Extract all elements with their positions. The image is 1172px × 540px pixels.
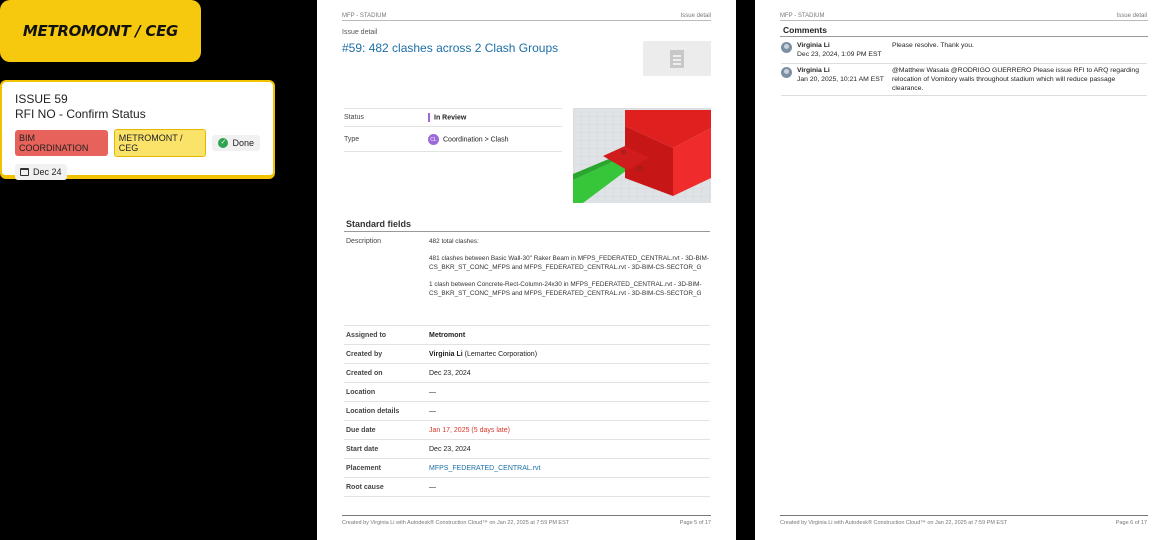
field-value: Metromont — [429, 331, 466, 339]
avatar-icon — [781, 67, 792, 78]
description-line: 1 clash between Concrete-Rect-Column-24x30 in MFPS_FEDERATED_CENTRAL.rvt - 3D-BIM-CS_BKR_ST_CONC_MFPS and MFPS_FEDERATED_CENTRAL.rvt - 3D-BIM-CS-SECTOR_G — [429, 280, 702, 297]
status-label: Done — [232, 138, 254, 148]
type-field-value — [428, 134, 509, 145]
comment-meta — [797, 41, 892, 63]
comment-author: Virginia Li — [797, 42, 830, 49]
comment-item — [781, 66, 1147, 96]
brand-label: METROMONT / CEG — [22, 22, 179, 40]
page-header-project: MFP - STADIUM — [342, 13, 387, 19]
brand-tag — [0, 0, 201, 62]
field-label: Location — [346, 388, 376, 396]
creator-company: (Lemartec Corporation) — [464, 350, 538, 358]
clash-type-icon: CL — [428, 134, 439, 145]
page-header-project: MFP - STADIUM — [780, 13, 825, 19]
type-row — [344, 128, 562, 152]
field-label: Created by — [346, 350, 383, 358]
issue-card[interactable] — [0, 80, 275, 179]
field-label: Start date — [346, 445, 379, 453]
comment-text: Please resolve. Thank you. — [892, 42, 974, 49]
field-value: Dec 23, 2024 — [429, 445, 471, 453]
tag-list — [15, 129, 260, 157]
field-row — [344, 478, 710, 497]
description-line: 481 clashes between Basic Wall-30" Raker Beam in MFPS_FEDERATED_CENTRAL.rvt - 3D-BIM-CS_BKR_ST_CONC_MFPS and MFPS_FEDERATED_CENTRAL.rvt - 3D-BIM-CS-SECTOR_G — [429, 254, 709, 271]
issue-number: ISSUE 59 — [15, 92, 68, 106]
building-icon — [670, 50, 684, 68]
due-date-label: Dec 24 — [33, 167, 62, 177]
field-value: — — [429, 388, 436, 396]
comment-date: Jan 20, 2025, 10:21 AM EST — [797, 76, 884, 83]
status-row — [344, 108, 562, 127]
page-header-section: Issue detail — [1116, 13, 1147, 19]
comment-text: @Matthew Wasala @RODRIGO GUERRERO Please issue RFI to ARQ regarding relocation of Vomitory walls throughout stadium which will reduce passage clearance. — [892, 67, 1139, 92]
header-divider — [780, 20, 1148, 21]
comment-date: Dec 23, 2024, 1:09 PM EST — [797, 51, 882, 58]
header-divider — [342, 20, 711, 21]
type-field-label: Type — [344, 136, 360, 143]
status-field-label: Status — [344, 114, 364, 121]
clash-render — [573, 108, 711, 203]
field-row — [344, 383, 710, 402]
field-label: Created on — [346, 369, 383, 377]
field-label: Placement — [346, 464, 382, 472]
page-header-section: Issue detail — [680, 13, 711, 19]
check-circle-icon: ✓ — [218, 138, 228, 148]
report-page-comments — [755, 0, 1172, 540]
comment-meta — [797, 66, 892, 95]
page-number: Page 5 of 17 — [679, 520, 711, 526]
field-label: Root cause — [346, 483, 384, 491]
status-indicator-icon — [428, 113, 430, 122]
field-row — [344, 459, 710, 478]
issue-detail-label: Issue detail — [342, 29, 378, 36]
report-page-issue-detail — [317, 0, 736, 540]
comment-item — [781, 41, 1147, 64]
page-footer-credit: Created by Virginia Li with Autodesk® Construction Cloud™ on Jan 22, 2025 at 7:59 PM EST — [342, 520, 570, 526]
avatar-icon — [781, 42, 792, 53]
clash-3d-view-image[interactable] — [573, 108, 711, 203]
standard-fields-heading: Standard fields — [346, 219, 412, 229]
type-text: Coordination > Clash — [443, 136, 509, 144]
description-label: Description — [346, 238, 382, 245]
field-value: Jan 17, 2025 (5 days late) — [429, 426, 510, 434]
field-row — [344, 440, 710, 459]
issue-title[interactable]: #59: 482 clashes across 2 Clash Groups — [342, 41, 559, 55]
field-row — [344, 421, 710, 440]
description-value — [429, 237, 714, 306]
tag-bim-coordination[interactable]: BIM COORDINATION — [15, 130, 108, 156]
field-value: — — [429, 407, 436, 415]
footer-divider — [780, 515, 1148, 516]
field-value — [429, 351, 537, 358]
issue-card-title: RFI NO - Confirm Status — [15, 107, 146, 121]
due-date-chip[interactable] — [15, 164, 67, 180]
status-badge[interactable] — [212, 135, 260, 151]
page-number: Page 6 of 17 — [1115, 520, 1147, 526]
comment-author: Virginia Li — [797, 67, 830, 74]
field-value: Dec 23, 2024 — [429, 369, 471, 377]
field-row — [344, 326, 710, 345]
creator-name: Virginia Li — [429, 350, 463, 358]
field-row — [344, 364, 710, 383]
field-value[interactable]: MFPS_FEDERATED_CENTRAL.rvt — [429, 464, 541, 472]
field-label: Due date — [346, 426, 376, 434]
field-row — [344, 345, 710, 364]
comments-divider — [780, 36, 1148, 37]
field-label: Location details — [346, 407, 400, 415]
field-value: — — [429, 483, 436, 491]
footer-divider — [342, 515, 711, 516]
issue-thumbnail — [643, 41, 711, 76]
tag-metromont-ceg[interactable]: METROMONT / CEG — [114, 129, 207, 157]
status-field-value — [428, 113, 466, 122]
field-row — [344, 402, 710, 421]
page-footer-credit: Created by Virginia Li with Autodesk® Construction Cloud™ on Jan 22, 2025 at 7:59 PM EST — [780, 520, 1008, 526]
description-line: 482 total clashes: — [429, 238, 479, 245]
comments-heading: Comments — [783, 25, 827, 35]
status-text: In Review — [434, 114, 467, 122]
calendar-icon — [20, 168, 29, 176]
field-label: Assigned to — [346, 331, 387, 339]
